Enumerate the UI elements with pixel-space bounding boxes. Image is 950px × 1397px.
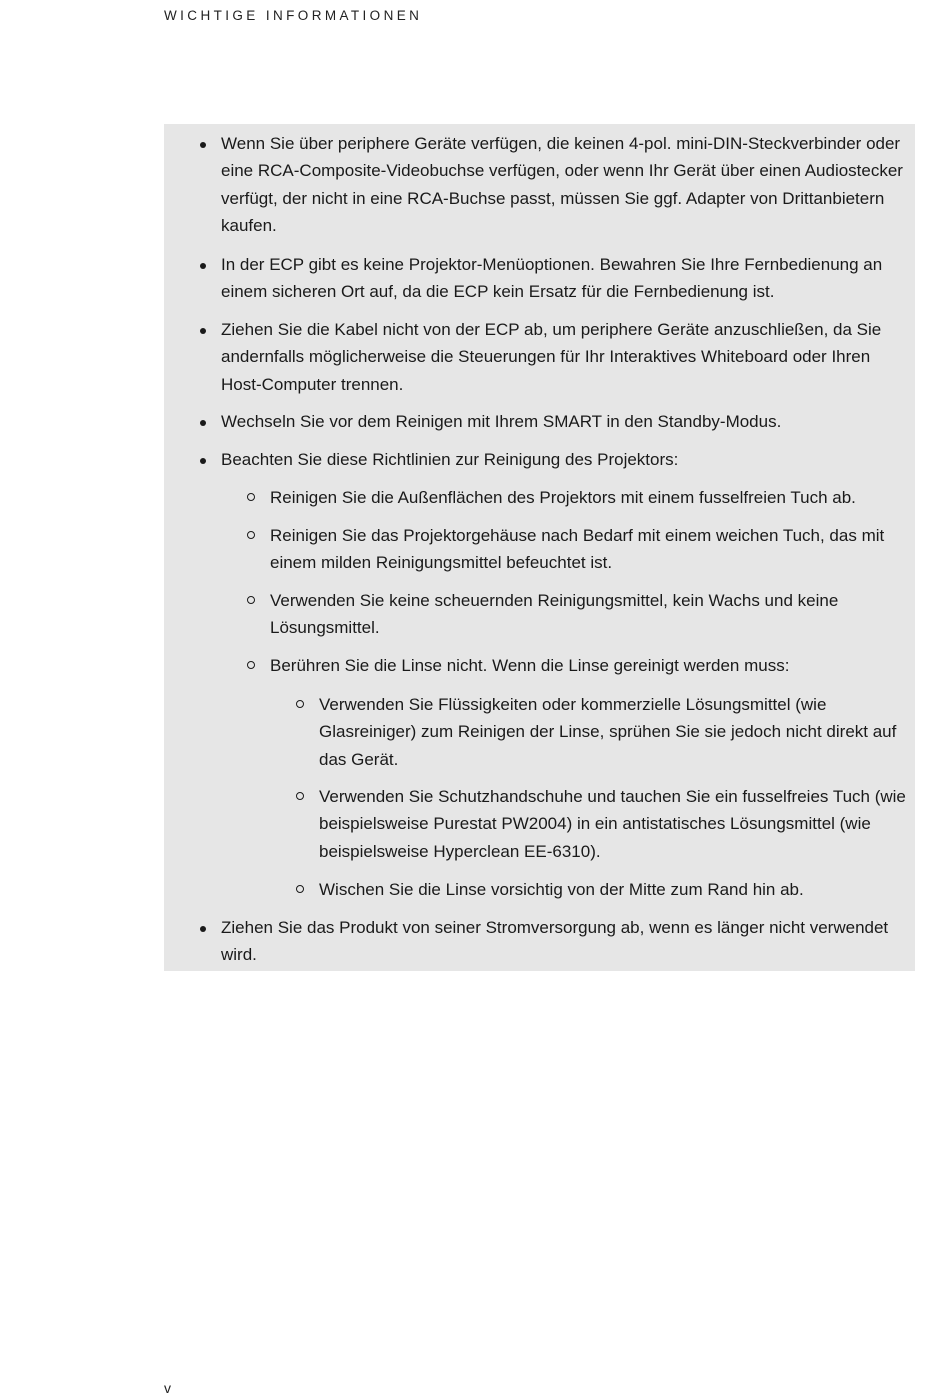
sub-list-item <box>270 522 910 577</box>
information-box <box>164 124 915 971</box>
list-item-text: Ziehen Sie die Kabel nicht von der ECP ab, um periphere Geräte anzuschließen, da Sie andernfalls möglicherweise die Steuerungen für Ihr Interaktives Whiteboard oder Ihren Host-Computer trennen. <box>221 320 882 394</box>
list-item-text: In der ECP gibt es keine Projektor-Menüoptionen. Bewahren Sie Ihre Fernbedienung an einem sicheren Ort auf, da die ECP kein Ersatz für die Fernbedienung ist. <box>221 255 883 302</box>
sub-list-item <box>270 587 910 642</box>
list-item-text: Reinigen Sie das Projektorgehäuse nach Bedarf mit einem weichen Tuch, das mit einem milden Reinigungsmittel befeuchtet ist. <box>270 526 885 573</box>
list-item <box>221 130 911 240</box>
list-item-text: Wenn Sie über periphere Geräte verfügen, die keinen 4-pol. mini-DIN-Steckverbinder oder eine RCA-Composite-Videobuchse verfügen, oder wenn Ihr Gerät über einen Audiostecker verfügt, der nicht in eine RCA-Buchse passt, müssen Sie ggf. Adapter von Drittanbietern kaufen. <box>221 134 903 236</box>
list-item <box>221 408 911 435</box>
sub-sub-list-item <box>319 783 911 865</box>
list-item-text: Verwenden Sie Flüssigkeiten oder kommerzielle Lösungsmittel (wie Glasreiniger) zum Reinigen der Linse, sprühen Sie sie jedoch nicht direkt auf das Gerät. <box>319 695 897 769</box>
list-item <box>221 446 911 473</box>
circle-bullet-icon <box>247 493 255 501</box>
page-number: v <box>164 1380 171 1396</box>
list-item-text: Berühren Sie die Linse nicht. Wenn die Linse gereinigt werden muss: <box>270 656 790 675</box>
bullet-icon <box>200 263 206 269</box>
sub-list-item <box>270 484 910 511</box>
list-item-text: Wechseln Sie vor dem Reinigen mit Ihrem SMART in den Standby-Modus. <box>221 412 782 431</box>
list-item <box>221 251 911 306</box>
list-item <box>221 316 911 398</box>
list-item-text: Verwenden Sie keine scheuernden Reinigungsmittel, kein Wachs und keine Lösungsmittel. <box>270 591 839 638</box>
bullet-icon <box>200 420 206 426</box>
circle-bullet-icon <box>247 531 255 539</box>
circle-bullet-icon <box>296 700 304 708</box>
list-item-text: Reinigen Sie die Außenflächen des Projektors mit einem fusselfreien Tuch ab. <box>270 488 856 507</box>
list-item-text: Wischen Sie die Linse vorsichtig von der Mitte zum Rand hin ab. <box>319 880 804 899</box>
bullet-icon <box>200 328 206 334</box>
sub-sub-list-item <box>319 876 911 903</box>
circle-bullet-icon <box>296 885 304 893</box>
list-item-text: Verwenden Sie Schutzhandschuhe und tauchen Sie ein fusselfreies Tuch (wie beispielsweise Purestat PW2004) in ein antistatisches Lösungsmittel (wie beispielsweise Hyperclean EE-6310). <box>319 787 906 861</box>
list-item-text: Ziehen Sie das Produkt von seiner Stromversorgung ab, wenn es länger nicht verwendet wird. <box>221 918 889 965</box>
circle-bullet-icon <box>247 596 255 604</box>
sub-sub-list-item <box>319 691 911 773</box>
list-item-text: Beachten Sie diese Richtlinien zur Reinigung des Projektors: <box>221 450 679 469</box>
bullet-icon <box>200 458 206 464</box>
bullet-icon <box>200 926 206 932</box>
running-header: WICHTIGE INFORMATIONEN <box>164 8 423 23</box>
circle-bullet-icon <box>247 661 255 669</box>
bullet-icon <box>200 142 206 148</box>
list-item <box>221 914 911 969</box>
circle-bullet-icon <box>296 792 304 800</box>
sub-list-item <box>270 652 910 679</box>
